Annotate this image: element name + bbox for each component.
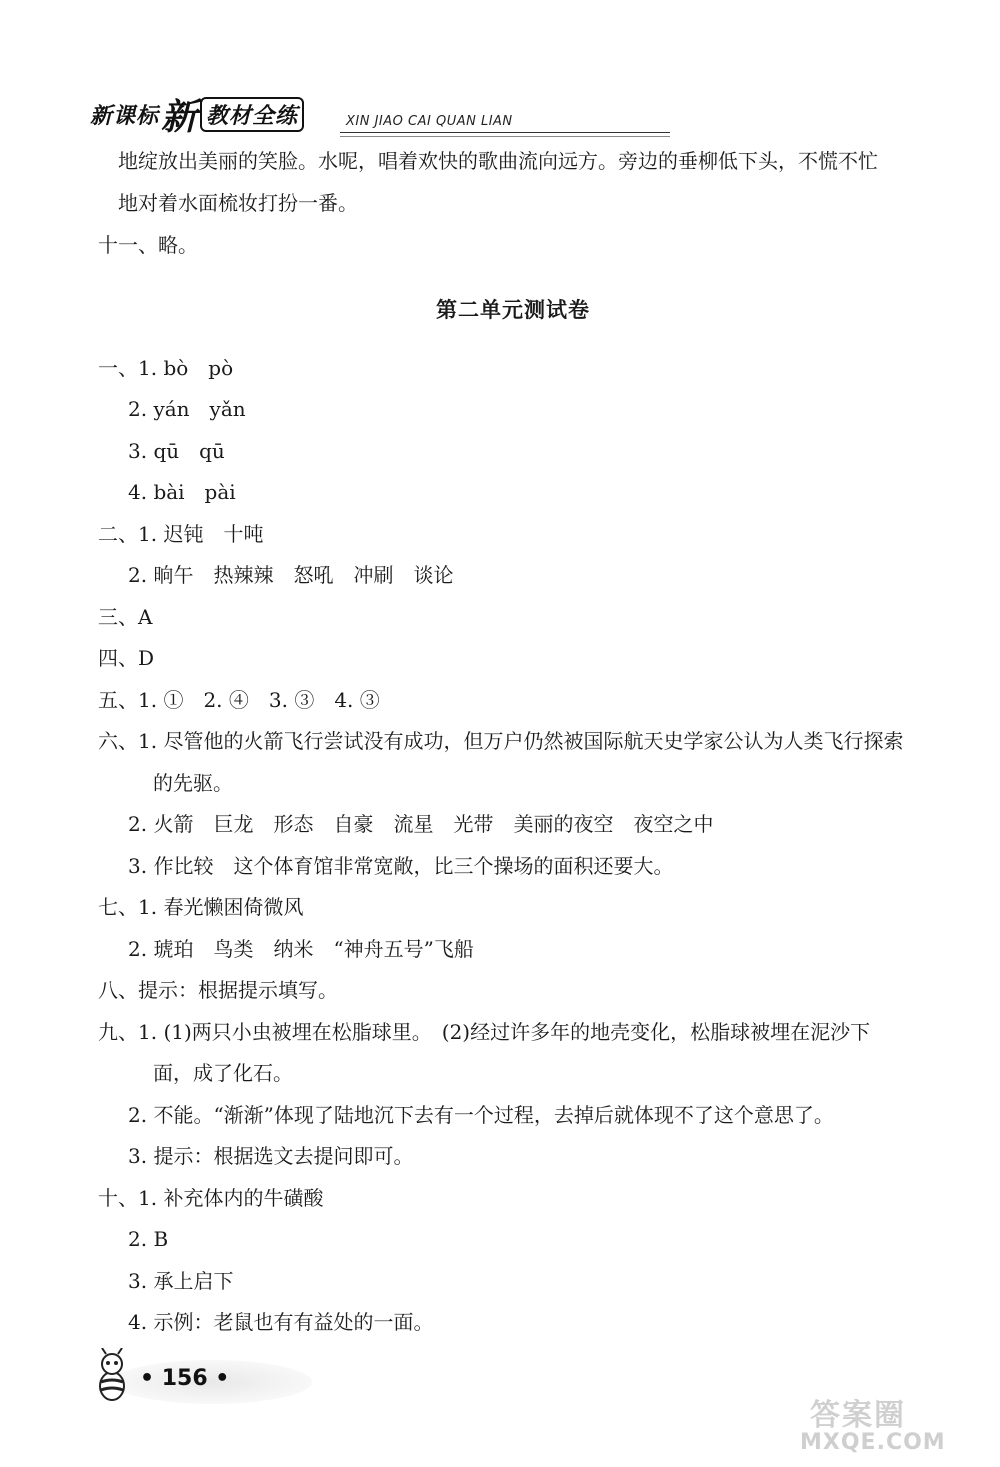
page-number: • 156 •: [140, 1366, 230, 1391]
answer-line: 2. B: [128, 1227, 169, 1251]
answer-line: 2. yán yǎn: [128, 397, 246, 421]
watermark-url: MXQE.COM: [800, 1430, 946, 1455]
book-logo: [90, 94, 304, 138]
bee-mascot-icon: [92, 1348, 132, 1404]
answer-line: 4. bài pài: [128, 480, 236, 504]
answer-line: 2. 不能。“渐渐”体现了陆地沉下去有一个过程，去掉后就体现不了这个意思了。: [128, 1103, 834, 1127]
answer-line: 2. 晌午 热辣辣 怒吼 冲刷 谈论: [128, 563, 454, 587]
watermark: [770, 1390, 970, 1460]
watermark-logo: 答案圈: [810, 1398, 906, 1433]
answer-line: 2. 火箭 巨龙 形态 自豪 流星 光带 美丽的夜空 夜空之中: [128, 812, 714, 836]
section-title: 第二单元测试卷: [436, 298, 590, 322]
logo-text-2: 新: [161, 96, 199, 138]
logo-text-3: 教材全练: [200, 97, 304, 132]
answer-line: 2. 琥珀 鸟类 纳米 “神舟五号”飞船: [128, 937, 474, 961]
answer-line: 九、1. (1)两只小虫被埋在松脂球里。 (2)经过许多年的地壳变化，松脂球被埋在泥沙下: [98, 1020, 871, 1044]
text-line: 地对着水面梳妆打扮一番。: [118, 191, 358, 215]
answer-line: 3. 提示：根据选文去提问即可。: [128, 1144, 414, 1168]
page-header: [90, 92, 920, 140]
answer-line: 七、1. 春光懒困倚微风: [98, 895, 304, 919]
answer-line: 3. 承上启下: [128, 1269, 234, 1293]
page-footer: [92, 1348, 272, 1408]
answer-line: 八、提示：根据提示填写。: [98, 978, 338, 1002]
answer-line: 面，成了化石。: [153, 1061, 293, 1085]
answer-line: 3. 作比较 这个体育馆非常宽敞，比三个操场的面积还要大。: [128, 854, 674, 878]
header-divider: [340, 132, 670, 133]
answer-line: 五、1. ① 2. ④ 3. ③ 4. ③: [98, 688, 380, 712]
header-divider-thin: [340, 136, 670, 137]
logo-text-1: 新课标: [90, 103, 160, 129]
answer-line: 二、1. 迟钝 十吨: [98, 522, 264, 546]
answer-line: 十、1. 补充体内的牛磺酸: [98, 1186, 324, 1210]
text-line: 十一、略。: [98, 233, 198, 257]
header-pinyin: XIN JIAO CAI QUAN LIAN: [346, 114, 513, 129]
answer-line: 六、1. 尽管他的火箭飞行尝试没有成功，但万户仍然被国际航天史学家公认为人类飞行探索: [98, 729, 904, 753]
answer-line: 4. 示例：老鼠也有有益处的一面。: [128, 1310, 434, 1334]
answer-line: 一、1. bò pò: [98, 356, 234, 380]
answer-line: 3. qū qū: [128, 439, 225, 463]
text-line: 地绽放出美丽的笑脸。水呢，唱着欢快的歌曲流向远方。旁边的垂柳低下头，不慌不忙: [118, 149, 878, 173]
answer-line: 四、D: [98, 646, 155, 670]
answer-line: 三、A: [98, 605, 153, 629]
answer-line: 的先驱。: [153, 771, 233, 795]
